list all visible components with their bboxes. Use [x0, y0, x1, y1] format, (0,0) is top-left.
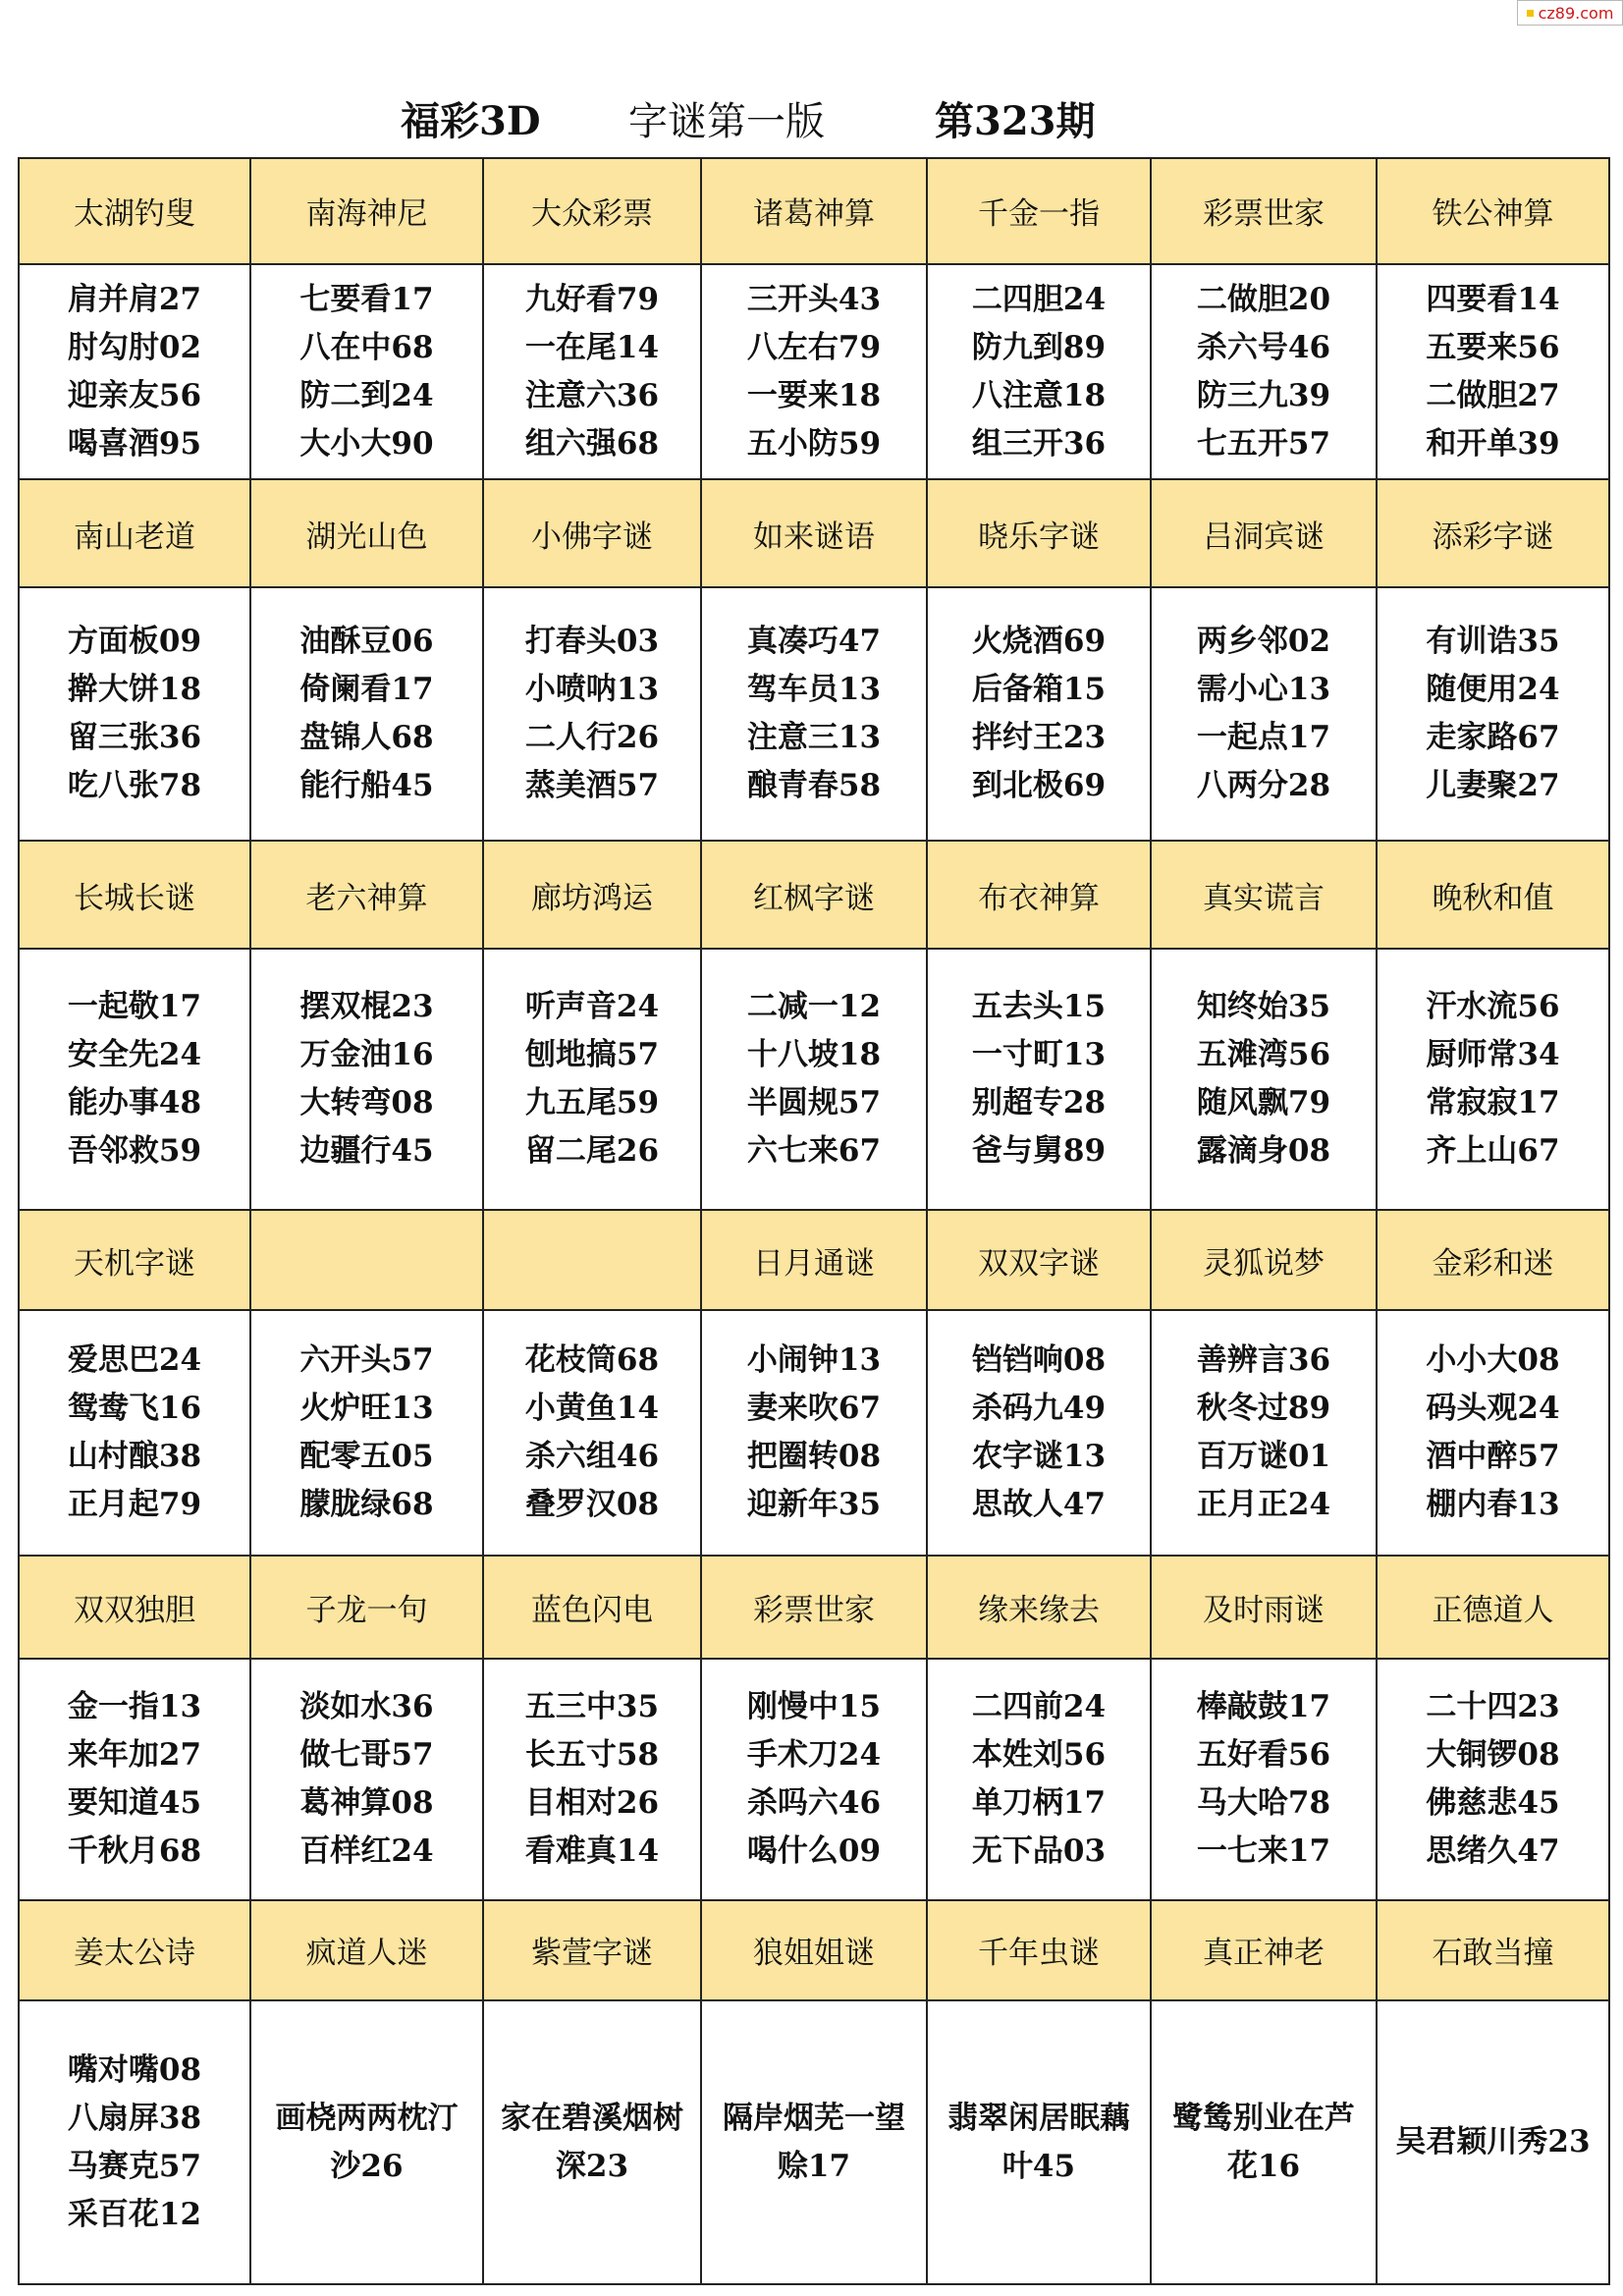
riddle-cell: [483, 264, 701, 480]
predictor-name: 千金一指: [927, 158, 1151, 264]
riddle-line: 喝什么09: [746, 1832, 882, 1869]
header-issue: 第323期: [935, 98, 1096, 144]
riddle-line: 一七来17: [1196, 1832, 1331, 1869]
riddle-line: 刨地搞57: [524, 1037, 660, 1073]
section-body-row: [19, 1310, 1609, 1556]
riddle-line: 别超专28: [971, 1085, 1107, 1121]
riddle-cell: 画桡两两枕汀沙26: [250, 2000, 483, 2284]
riddle-line: 二四胆24: [971, 281, 1107, 317]
riddle-line: 单刀柄17: [971, 1784, 1107, 1821]
predictor-name: 金彩和迷: [1377, 1210, 1609, 1310]
riddle-line: 七要看17: [299, 281, 434, 317]
riddle-cell: [701, 587, 927, 841]
riddle-cell: [19, 587, 250, 841]
riddle-line: 棒敲鼓17: [1196, 1688, 1331, 1724]
riddle-line: 码头观24: [1426, 1391, 1560, 1427]
riddle-line: 五好看56: [1196, 1736, 1331, 1773]
riddle-cell: [1377, 587, 1609, 841]
riddle-line: 万金油16: [299, 1037, 434, 1073]
riddle-line: 把圈转08: [746, 1439, 882, 1475]
riddle-cell: [19, 264, 250, 480]
riddle-cell: [19, 1659, 250, 1900]
section-header-row: [19, 1556, 1609, 1659]
predictor-name: 狼姐姐谜: [701, 1900, 927, 2000]
riddle-cell: [927, 949, 1151, 1210]
predictor-name: 日月通谜: [701, 1210, 927, 1310]
riddle-line: 汗水流56: [1426, 989, 1560, 1025]
riddle-line: 小小大08: [1426, 1342, 1560, 1379]
page-header: [0, 92, 1623, 151]
riddle-cell: [1151, 587, 1377, 841]
riddle-line: 听声音24: [524, 989, 660, 1025]
riddle-line: 六开头57: [299, 1342, 434, 1379]
riddle-line: 随便用24: [1426, 672, 1560, 708]
riddle-line: 二减一12: [746, 989, 882, 1025]
riddle-line: 二四前24: [971, 1688, 1107, 1724]
predictor-name: 缘来缘去: [927, 1556, 1151, 1659]
riddle-cell: [701, 1310, 927, 1556]
riddle-line: 吾邻救59: [67, 1133, 202, 1170]
riddle-cell: [701, 264, 927, 480]
section-body-row: [19, 587, 1609, 841]
riddle-line: 需小心13: [1196, 672, 1331, 708]
riddle-line: 杀吗六46: [746, 1784, 882, 1821]
riddle-line: 一起敬17: [67, 989, 202, 1025]
riddle-line: 留二尾26: [524, 1133, 660, 1170]
riddle-cell: [483, 587, 701, 841]
predictor-name: 湖光山色: [250, 479, 483, 587]
predictor-name: 小佛字谜: [483, 479, 701, 587]
riddle-line: 厨师常34: [1426, 1037, 1560, 1073]
riddle-line: 拌纣王23: [971, 720, 1107, 756]
predictor-name: [483, 1210, 701, 1310]
riddle-line: 二十四23: [1426, 1688, 1560, 1724]
riddle-line: 八扇屏38: [67, 2100, 202, 2136]
riddle-line: 杀六号46: [1196, 329, 1331, 365]
riddle-line: 油酥豆06: [299, 624, 434, 660]
riddle-cell: [19, 1310, 250, 1556]
riddle-line: 火炉旺13: [299, 1391, 434, 1427]
riddle-line: 有训诰35: [1426, 624, 1560, 660]
riddle-line: 看难真14: [524, 1832, 660, 1869]
riddle-line: 半圆规57: [746, 1085, 882, 1121]
riddle-line: 八两分28: [1196, 768, 1331, 804]
predictor-name: 晓乐字谜: [927, 479, 1151, 587]
riddle-line: 一起点17: [1196, 720, 1331, 756]
riddle-line: 注意六36: [524, 377, 660, 413]
riddle-line: 手术刀24: [746, 1736, 882, 1773]
riddle-line: 蒸美酒57: [524, 768, 660, 804]
riddle-cell: [1377, 1659, 1609, 1900]
riddle-line: 要知道45: [67, 1784, 202, 1821]
riddle-cell: [1151, 264, 1377, 480]
riddle-line: 儿妻聚27: [1426, 768, 1560, 804]
riddle-line: 正月起79: [67, 1487, 202, 1523]
riddle-line: 安全先24: [67, 1037, 202, 1073]
riddle-line: 常寂寂17: [1426, 1085, 1560, 1121]
riddle-line: 长五寸58: [524, 1736, 660, 1773]
predictor-name: 铁公神算: [1377, 158, 1609, 264]
riddle-line: 防九到89: [971, 329, 1107, 365]
riddle-cell: [483, 1310, 701, 1556]
riddle-line: 棚内春13: [1426, 1487, 1560, 1523]
riddle-cell: 翡翠闲居眠藕叶45: [927, 2000, 1151, 2284]
predictor-name: 正德道人: [1377, 1556, 1609, 1659]
predictor-name: 及时雨谜: [1151, 1556, 1377, 1659]
predictor-name: 红枫字谜: [701, 841, 927, 949]
riddle-line: 九好看79: [524, 281, 660, 317]
riddle-cell: 吴君颖川秀23: [1377, 2000, 1609, 2284]
header-edition: 字谜第一版: [628, 99, 825, 144]
predictor-name: 真正神老: [1151, 1900, 1377, 2000]
riddle-line: 十八坡18: [746, 1037, 882, 1073]
predictor-name: 紫萱字谜: [483, 1900, 701, 2000]
riddle-line: 盘锦人68: [299, 720, 434, 756]
riddle-line: 方面板09: [67, 624, 202, 660]
riddle-line: 朦胧绿68: [299, 1487, 434, 1523]
predictor-name: 南海神尼: [250, 158, 483, 264]
riddle-line: 百样红24: [299, 1832, 434, 1869]
riddle-cell: [1151, 1310, 1377, 1556]
riddle-line: 淡如水36: [299, 1688, 434, 1724]
riddle-line: 喝喜酒95: [67, 425, 202, 462]
predictor-name: 吕洞宾谜: [1151, 479, 1377, 587]
riddle-line: 注意三13: [746, 720, 882, 756]
predictor-name: 双双独胆: [19, 1556, 250, 1659]
riddle-line: 四要看14: [1426, 281, 1560, 317]
riddle-line: 杀码九49: [971, 1391, 1107, 1427]
riddle-line: 马大哈78: [1196, 1784, 1331, 1821]
riddle-line: 嘴对嘴08: [67, 2051, 202, 2088]
riddle-line: 秋冬过89: [1196, 1391, 1331, 1427]
riddle-line: 善辨言36: [1196, 1342, 1331, 1379]
section-header-row: [19, 841, 1609, 949]
riddle-line: 大转弯08: [299, 1085, 434, 1121]
predictor-name: 姜太公诗: [19, 1900, 250, 2000]
riddle-line: 摆双棍23: [299, 989, 434, 1025]
riddle-line: 迎亲友56: [67, 377, 202, 413]
riddle-line: 和开单39: [1426, 425, 1560, 462]
predictor-name: 双双字谜: [927, 1210, 1151, 1310]
riddle-line: 正月正24: [1196, 1487, 1331, 1523]
predictor-name: 长城长谜: [19, 841, 250, 949]
riddle-cell: [483, 1659, 701, 1900]
predictor-name: 诸葛神算: [701, 158, 927, 264]
predictor-name: 真实谎言: [1151, 841, 1377, 949]
riddle-cell: [19, 2000, 250, 2284]
riddle-line: 后备箱15: [971, 672, 1107, 708]
riddle-line: 留三张36: [67, 720, 202, 756]
section-body-row: [19, 949, 1609, 1210]
riddle-line: 九五尾59: [524, 1085, 660, 1121]
riddle-line: 本姓刘56: [971, 1736, 1107, 1773]
riddle-line: 马赛克57: [67, 2148, 202, 2184]
predictor-name: [250, 1210, 483, 1310]
riddle-cell: [927, 1310, 1151, 1556]
riddle-line: 叠罗汉08: [524, 1487, 660, 1523]
riddle-table: [18, 157, 1610, 2285]
riddle-line: 百万谜01: [1196, 1439, 1331, 1475]
predictor-name: 石敢当撞: [1377, 1900, 1609, 2000]
riddle-line: 五去头15: [971, 989, 1107, 1025]
riddle-line: 来年加27: [67, 1736, 202, 1773]
riddle-line: 二做胆27: [1426, 377, 1560, 413]
riddle-line: 驾车员13: [746, 672, 882, 708]
riddle-cell: [701, 949, 927, 1210]
predictor-name: 如来谜语: [701, 479, 927, 587]
section-header-row: [19, 1210, 1609, 1310]
riddle-line: 八注意18: [971, 377, 1107, 413]
riddle-line: 一寸町13: [971, 1037, 1107, 1073]
riddle-cell: [1151, 1659, 1377, 1900]
riddle-cell: 隔岸烟芜一望赊17: [701, 2000, 927, 2284]
riddle-cell: [250, 949, 483, 1210]
riddle-line: 能行船45: [299, 768, 434, 804]
section-body-row: [19, 264, 1609, 480]
riddle-line: 齐上山67: [1426, 1133, 1560, 1170]
riddle-line: 二人行26: [524, 720, 660, 756]
riddle-line: 思绪久47: [1426, 1832, 1560, 1869]
riddle-line: 一在尾14: [524, 329, 660, 365]
riddle-line: 五要来56: [1426, 329, 1560, 365]
riddle-line: 五滩湾56: [1196, 1037, 1331, 1073]
riddle-line: 酿青春58: [746, 768, 882, 804]
riddle-cell: 鹭鸶别业在芦花16: [1151, 2000, 1377, 2284]
riddle-cell: [250, 264, 483, 480]
predictor-name: 彩票世家: [1151, 158, 1377, 264]
riddle-line: 小闹钟13: [746, 1342, 882, 1379]
riddle-line: 爱思巴24: [67, 1342, 202, 1379]
riddle-line: 一要来18: [746, 377, 882, 413]
riddle-line: 防三九39: [1196, 377, 1331, 413]
riddle-line: 走家路67: [1426, 720, 1560, 756]
riddle-cell: [250, 1310, 483, 1556]
riddle-cell: [701, 1659, 927, 1900]
predictor-name: 疯道人迷: [250, 1900, 483, 2000]
riddle-line: 大小大90: [299, 425, 434, 462]
predictor-name: 大众彩票: [483, 158, 701, 264]
riddle-line: 大铜锣08: [1426, 1736, 1560, 1773]
riddle-line: 酒中醉57: [1426, 1439, 1560, 1475]
predictor-name: 天机字谜: [19, 1210, 250, 1310]
site-watermark: [1517, 0, 1623, 26]
predictor-name: 太湖钓叟: [19, 158, 250, 264]
riddle-line: 山村酿38: [67, 1439, 202, 1475]
riddle-cell: [1377, 949, 1609, 1210]
riddle-line: 配零五05: [299, 1439, 434, 1475]
predictor-name: 晚秋和值: [1377, 841, 1609, 949]
section-body-row: [19, 1659, 1609, 1900]
header-lottery-name: 福彩3D: [401, 98, 541, 144]
riddle-line: 小黄鱼14: [524, 1391, 660, 1427]
riddle-line: 组六强68: [524, 425, 660, 462]
riddle-cell: [19, 949, 250, 1210]
riddle-cell: [927, 264, 1151, 480]
riddle-cell: [927, 1659, 1151, 1900]
riddle-line: 小喷呐13: [524, 672, 660, 708]
riddle-line: 刚慢中15: [746, 1688, 882, 1724]
riddle-line: 真凑巧47: [746, 624, 882, 660]
riddle-line: 吃八张78: [67, 768, 202, 804]
riddle-line: 防二到24: [299, 377, 434, 413]
riddle-line: 思故人47: [971, 1487, 1107, 1523]
predictor-name: 灵狐说梦: [1151, 1210, 1377, 1310]
riddle-line: 倚阑看17: [299, 672, 434, 708]
riddle-line: 做七哥57: [299, 1736, 434, 1773]
riddle-line: 两乡邻02: [1196, 624, 1331, 660]
predictor-name: 彩票世家: [701, 1556, 927, 1659]
riddle-line: 八在中68: [299, 329, 434, 365]
riddle-line: 到北极69: [971, 768, 1107, 804]
riddle-cell: [1377, 1310, 1609, 1556]
riddle-line: 采百花12: [67, 2196, 202, 2232]
riddle-line: 组三开36: [971, 425, 1107, 462]
section-header-row: [19, 1900, 1609, 2000]
section-header-row: [19, 158, 1609, 264]
riddle-line: 八左右79: [746, 329, 882, 365]
riddle-cell: [483, 949, 701, 1210]
riddle-cell: [1151, 949, 1377, 1210]
riddle-line: 火烧酒69: [971, 624, 1107, 660]
riddle-line: 迎新年35: [746, 1487, 882, 1523]
riddle-line: 二做胆20: [1196, 281, 1331, 317]
riddle-line: 千秋月68: [67, 1832, 202, 1869]
riddle-line: 肘勾肘02: [67, 329, 202, 365]
predictor-name: 廊坊鸿运: [483, 841, 701, 949]
predictor-name: 千年虫谜: [927, 1900, 1151, 2000]
riddle-line: 鸳鸯飞16: [67, 1391, 202, 1427]
riddle-cell: [250, 587, 483, 841]
riddle-line: 打春头03: [524, 624, 660, 660]
predictor-name: 南山老道: [19, 479, 250, 587]
predictor-name: 老六神算: [250, 841, 483, 949]
riddle-line: 肩并肩27: [67, 281, 202, 317]
riddle-cell: 家在碧溪烟树深23: [483, 2000, 701, 2284]
riddle-line: 妻来吹67: [746, 1391, 882, 1427]
riddle-line: 爸与舅89: [971, 1133, 1107, 1170]
riddle-line: 六七来67: [746, 1133, 882, 1170]
riddle-line: 七五开57: [1196, 425, 1331, 462]
riddle-line: 三开头43: [746, 281, 882, 317]
riddle-line: 露滴身08: [1196, 1133, 1331, 1170]
predictor-name: 蓝色闪电: [483, 1556, 701, 1659]
riddle-line: 擀大饼18: [67, 672, 202, 708]
riddle-line: 无下品03: [971, 1832, 1107, 1869]
riddle-line: 铛铛响08: [971, 1342, 1107, 1379]
predictor-name: 添彩字谜: [1377, 479, 1609, 587]
riddle-line: 农字谜13: [971, 1439, 1107, 1475]
predictor-name: 布衣神算: [927, 841, 1151, 949]
riddle-line: 葛神算08: [299, 1784, 434, 1821]
riddle-line: 花枝筒68: [524, 1342, 660, 1379]
riddle-line: 五三中35: [524, 1688, 660, 1724]
watermark-text: cz89.com: [1538, 3, 1614, 23]
predictor-name: 子龙一句: [250, 1556, 483, 1659]
watermark-dot-icon: [1527, 10, 1534, 17]
riddle-line: 五小防59: [746, 425, 882, 462]
riddle-line: 金一指13: [67, 1688, 202, 1724]
riddle-line: 杀六组46: [524, 1439, 660, 1475]
riddle-cell: [1377, 264, 1609, 480]
riddle-line: 随风飘79: [1196, 1085, 1331, 1121]
section-body-row: [19, 2000, 1609, 2284]
riddle-line: 能办事48: [67, 1085, 202, 1121]
riddle-line: 佛慈悲45: [1426, 1784, 1560, 1821]
riddle-cell: [927, 587, 1151, 841]
section-header-row: [19, 479, 1609, 587]
riddle-line: 边疆行45: [299, 1133, 434, 1170]
riddle-cell: [250, 1659, 483, 1900]
riddle-line: 知终始35: [1196, 989, 1331, 1025]
riddle-line: 目相对26: [524, 1784, 660, 1821]
